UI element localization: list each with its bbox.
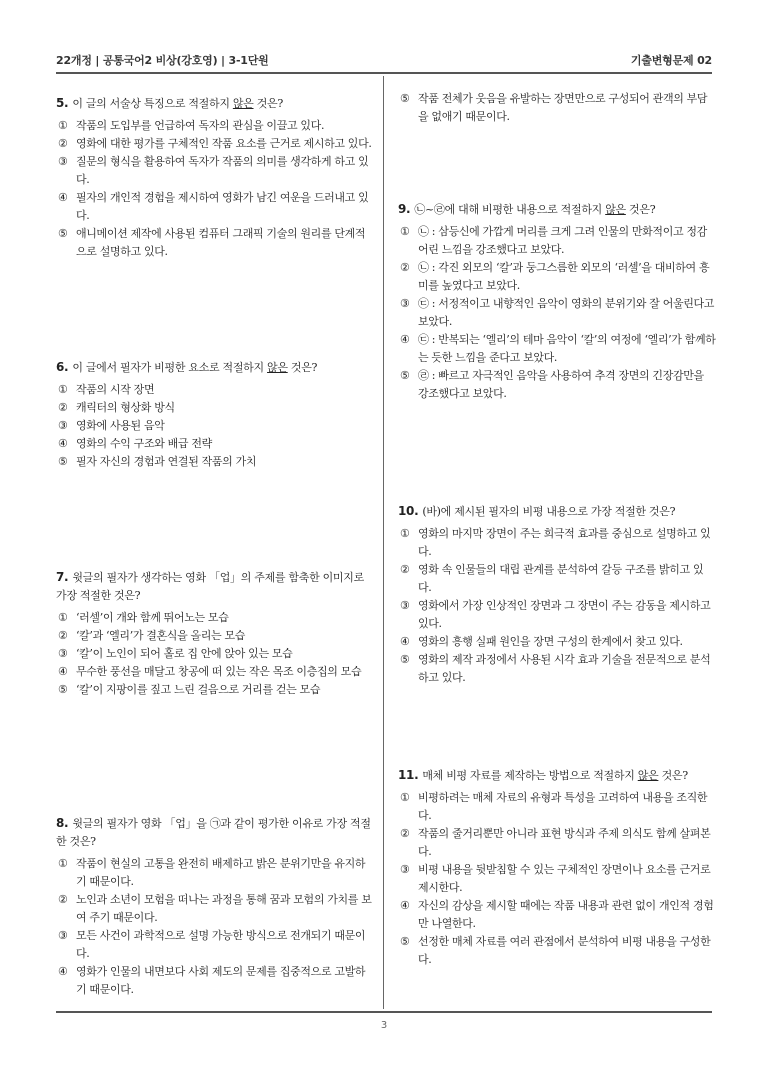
option-3[interactable]: ③ 모든 사건이 과학적으로 설명 가능한 방식으로 전개되기 때문이다. (58, 929, 366, 960)
question-number: 6. (56, 360, 69, 374)
bottom-rule (56, 1011, 712, 1013)
option-5[interactable]: ⑤ 애니메이션 제작에 사용된 컴퓨터 그래픽 기술의 원리를 단계적으로 설명하고 있다. (58, 227, 366, 258)
question-number: 7. (56, 570, 69, 584)
option-1[interactable]: ① 작품의 도입부를 언급하여 독자의 관심을 이끌고 있다. (58, 119, 325, 132)
option-4[interactable]: ④ 영화의 수익 구조와 배급 전략 (58, 437, 212, 450)
option-2[interactable]: ② 작품의 줄거리뿐만 아니라 표현 방식과 주제 의식도 함께 살펴본다. (400, 827, 711, 858)
option-1[interactable]: ① 비평하려는 매체 자료의 유형과 특성을 고려하여 내용을 조직한다. (400, 791, 708, 822)
option-1[interactable]: ① ㉡ : 삼등신에 가깝게 머리를 크게 그려 인물의 만화적이고 정감 어린 느낌을 강조했다고 보았다. (400, 225, 707, 256)
question-7 (56, 568, 374, 699)
question-10-stem: 10. (바)에 제시된 필자의 비평 내용으로 가장 적절한 것은? (398, 504, 676, 518)
option-3[interactable]: ③ 영화에서 가장 인상적인 장면과 그 장면이 주는 감동을 제시하고 있다. (400, 599, 711, 630)
page-number: 3 (380, 1020, 388, 1031)
option-2[interactable]: ② 영화 속 인물들의 대립 관계를 분석하여 갈등 구조를 밝히고 있다. (400, 563, 704, 594)
option-2[interactable]: ② 노인과 소년이 모험을 떠나는 과정을 통해 꿈과 모험의 가치를 보여 주기 때문이다. (58, 893, 372, 924)
option-5[interactable]: ⑤ ‘칼’이 지팡이를 짚고 느린 걸음으로 거리를 걷는 모습 (58, 683, 321, 696)
option-4[interactable]: ④ 필자의 개인적 경험을 제시하여 영화가 남긴 여운을 드러내고 있다. (58, 191, 369, 222)
question-8 (56, 814, 374, 999)
question-5-stem: 5. 이 글의 서술상 특징으로 적절하지 않은 것은? (56, 96, 283, 110)
option-4[interactable]: ④ ㉢ : 반복되는 ‘엘리’의 테마 음악이 ‘칼’의 여정에 ‘엘리’가 함께하는 듯한 느낌을 준다고 보았다. (400, 333, 716, 364)
option-3[interactable]: ③ 영화에 사용된 음악 (58, 419, 165, 432)
question-7-stem: 7. 윗글의 필자가 생각하는 영화 「업」의 주제를 함축한 이미지로 가장 적절한 것은? (56, 570, 364, 602)
question-9-stem: 9. ㉡~㉣에 대해 비평한 내용으로 적절하지 않은 것은? (398, 202, 656, 216)
question-5 (56, 94, 374, 261)
column-divider (383, 76, 384, 1009)
question-number: 10. (398, 504, 419, 518)
top-rule (56, 72, 712, 74)
option-2[interactable]: ② ㉡ : 각진 외모의 ‘칼’과 둥그스름한 외모의 ‘러셀’을 대비하여 흥미를 높였다고 보았다. (400, 261, 710, 292)
underlined-word: 않은 (605, 203, 626, 216)
option-3[interactable]: ③ 비평 내용을 뒷받침할 수 있는 구체적인 장면이나 요소를 근거로 제시한다. (400, 863, 711, 894)
option-5[interactable]: ⑤ 선정한 매체 자료를 여러 관점에서 분석하여 비평 내용을 구성한다. (400, 935, 711, 966)
option-3[interactable]: ③ ‘칼’이 노인이 되어 홀로 집 안에 앉아 있는 모습 (58, 647, 293, 660)
underlined-word: 않은 (637, 769, 659, 782)
option-5[interactable]: ⑤ ㉣ : 빠르고 자극적인 음악을 사용하여 추격 장면의 긴장감만을 강조했다고 보았다. (400, 369, 704, 400)
question-6-stem: 6. 이 글에서 필자가 비평한 요소로 적절하지 않은 것은? (56, 360, 318, 374)
question-6 (56, 358, 374, 471)
option-5[interactable]: ⑤ 영화의 제작 과정에서 사용된 시각 효과 기술을 전문적으로 분석하고 있다. (400, 653, 711, 684)
question-number: 11. (398, 768, 419, 782)
option-5[interactable]: ⑤ 작품 전체가 웃음을 유발하는 장면만으로 구성되어 관객의 부담을 없애기 때문이다. (400, 92, 708, 123)
option-3[interactable]: ③ 질문의 형식을 활용하여 독자가 작품의 의미를 생각하게 하고 있다. (58, 155, 369, 186)
option-4[interactable]: ④ 영화가 인물의 내면보다 사회 제도의 문제를 집중적으로 고발하기 때문이다. (58, 965, 366, 996)
option-1[interactable]: ① 작품의 시작 장면 (58, 383, 155, 396)
question-number: 8. (56, 816, 69, 830)
question-number: 9. (398, 202, 411, 216)
question-11-stem: 11. 매체 비평 자료를 제작하는 방법으로 적절하지 않은 것은? (398, 768, 688, 782)
option-4[interactable]: ④ 자신의 감상을 제시할 때에는 작품 내용과 관련 없이 개인적 경험만 나열한다. (400, 899, 714, 930)
question-9 (398, 200, 716, 403)
underlined-word: 않은 (232, 97, 254, 110)
option-2[interactable]: ② 캐릭터의 형상화 방식 (58, 401, 175, 414)
option-3[interactable]: ③ ㉢ : 서정적이고 내향적인 음악이 영화의 분위기와 잘 어울린다고 보았다. (400, 297, 715, 328)
option-2[interactable]: ② ‘칼’과 ‘엘리’가 결혼식을 올리는 모습 (58, 629, 246, 642)
option-1[interactable]: ① 작품이 현실의 고통을 완전히 배제하고 밝은 분위기만을 유지하기 때문이다. (58, 857, 366, 888)
question-8-continued (398, 90, 716, 126)
question-11 (398, 766, 716, 969)
header-exam-title: 기출변형문제 02 (630, 54, 712, 67)
question-10 (398, 502, 716, 687)
option-5[interactable]: ⑤ 필자 자신의 경험과 연결된 작품의 가치 (58, 455, 257, 468)
option-1[interactable]: ① ‘러셀’이 개와 함께 뛰어노는 모습 (58, 611, 229, 624)
option-4[interactable]: ④ 무수한 풍선을 매달고 창공에 떠 있는 작은 목조 이층집의 모습 (58, 665, 362, 678)
question-number: 5. (56, 96, 69, 110)
header-course-info: 22개정 | 공통국어2 비상(강호영) | 3-1단원 (56, 54, 269, 67)
option-4[interactable]: ④ 영화의 흥행 실패 원인을 장면 구성의 한계에서 찾고 있다. (400, 635, 683, 648)
option-2[interactable]: ② 영화에 대한 평가를 구체적인 작품 요소를 근거로 제시하고 있다. (58, 137, 372, 150)
question-8-stem: 8. 윗글의 필자가 영화 「업」을 ㉠과 같이 평가한 이유로 가장 적절한 것은? (56, 816, 371, 848)
option-1[interactable]: ① 영화의 마지막 장면이 주는 희극적 효과를 중심으로 설명하고 있다. (400, 527, 711, 558)
underlined-word: 않은 (267, 361, 288, 374)
